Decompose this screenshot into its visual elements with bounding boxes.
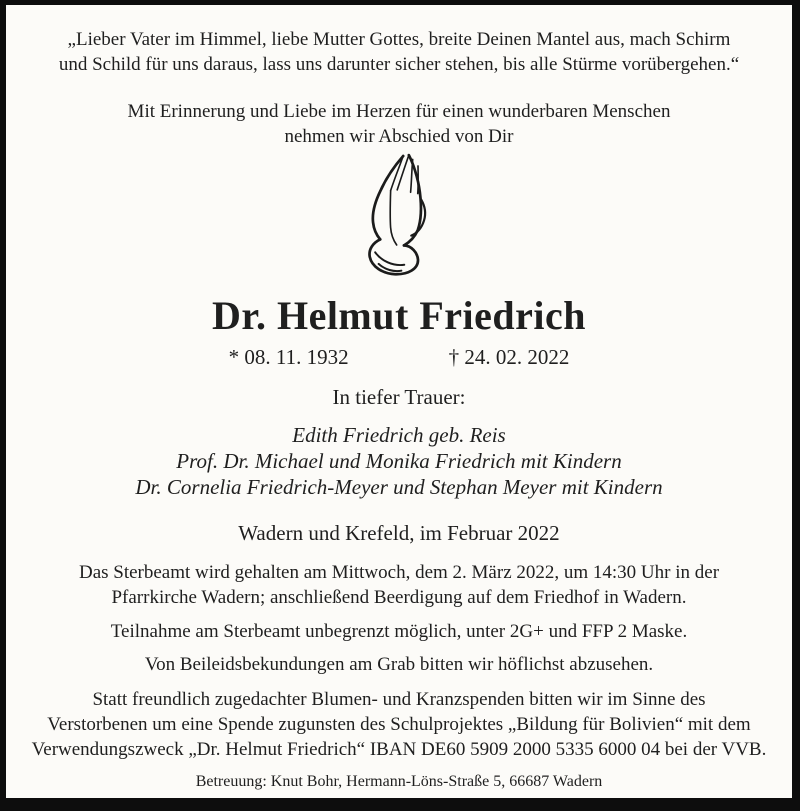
birth-date: * 08. 11. 1932: [228, 345, 349, 369]
place-and-date: Wadern und Krefeld, im Februar 2022: [238, 521, 560, 545]
quote-line-2: und Schild für uns daraus, lass uns darunter sicher stehen, bis alle Stürme vorübergehen.“: [58, 54, 740, 75]
intro-line-2: nehmen wir Abschied von Dir: [284, 126, 514, 147]
donation-line-3: Verwendungszweck „Dr. Helmut Friedrich“ IBAN DE60 5909 2000 5335 6000 04 bei der VVB.: [31, 739, 767, 760]
life-dates: [229, 344, 570, 370]
condolence-note: Von Beileidsbekundungen am Grab bitten wir höflichst abzusehen.: [144, 654, 654, 675]
service-line-2: Pfarrkirche Wadern; anschließend Beerdigung auf dem Friedhof in Wadern.: [111, 587, 687, 608]
death-date: † 24. 02. 2022: [448, 345, 570, 369]
mourner-line-1: Edith Friedrich geb. Reis: [292, 423, 506, 447]
participation-note: Teilnahme am Sterbeamt unbegrenzt möglich, unter 2G+ und FFP 2 Maske.: [110, 621, 688, 642]
care-contact: Betreuung: Knut Bohr, Hermann-Löns-Straße 5, 66687 Wadern: [195, 773, 603, 790]
mourners-list: [135, 422, 662, 500]
intro-line-1: Mit Erinnerung und Liebe im Herzen für einen wunderbaren Menschen: [127, 101, 671, 122]
donation-line-1: Statt freundlich zugedachter Blumen- und Kranzspenden bitten wir im Sinne des: [92, 689, 706, 710]
donation-request: [32, 687, 767, 762]
farewell-intro: [128, 99, 671, 149]
service-line-1: Das Sterbeamt wird gehalten am Mittwoch, dem 2. März 2022, um 14:30 Uhr in der: [78, 562, 720, 583]
mourning-label: In tiefer Trauer:: [332, 385, 466, 409]
obituary-page: [6, 5, 792, 798]
opening-prayer-quote: [59, 27, 739, 77]
mourner-line-3: Dr. Cornelia Friedrich-Meyer und Stephan Meyer mit Kindern: [135, 475, 663, 499]
service-announcement: [79, 560, 719, 610]
mourner-line-2: Prof. Dr. Michael und Monika Friedrich mit Kindern: [176, 449, 622, 473]
donation-line-2: Verstorbenen um eine Spende zugunsten des Schulprojektes „Bildung für Bolivien“ mit dem: [47, 714, 751, 735]
deceased-name: Dr. Helmut Friedrich: [211, 293, 586, 338]
quote-line-1: „Lieber Vater im Himmel, liebe Mutter Gottes, breite Deinen Mantel aus, mach Schirm: [67, 29, 731, 50]
praying-hands-icon: [343, 149, 455, 294]
